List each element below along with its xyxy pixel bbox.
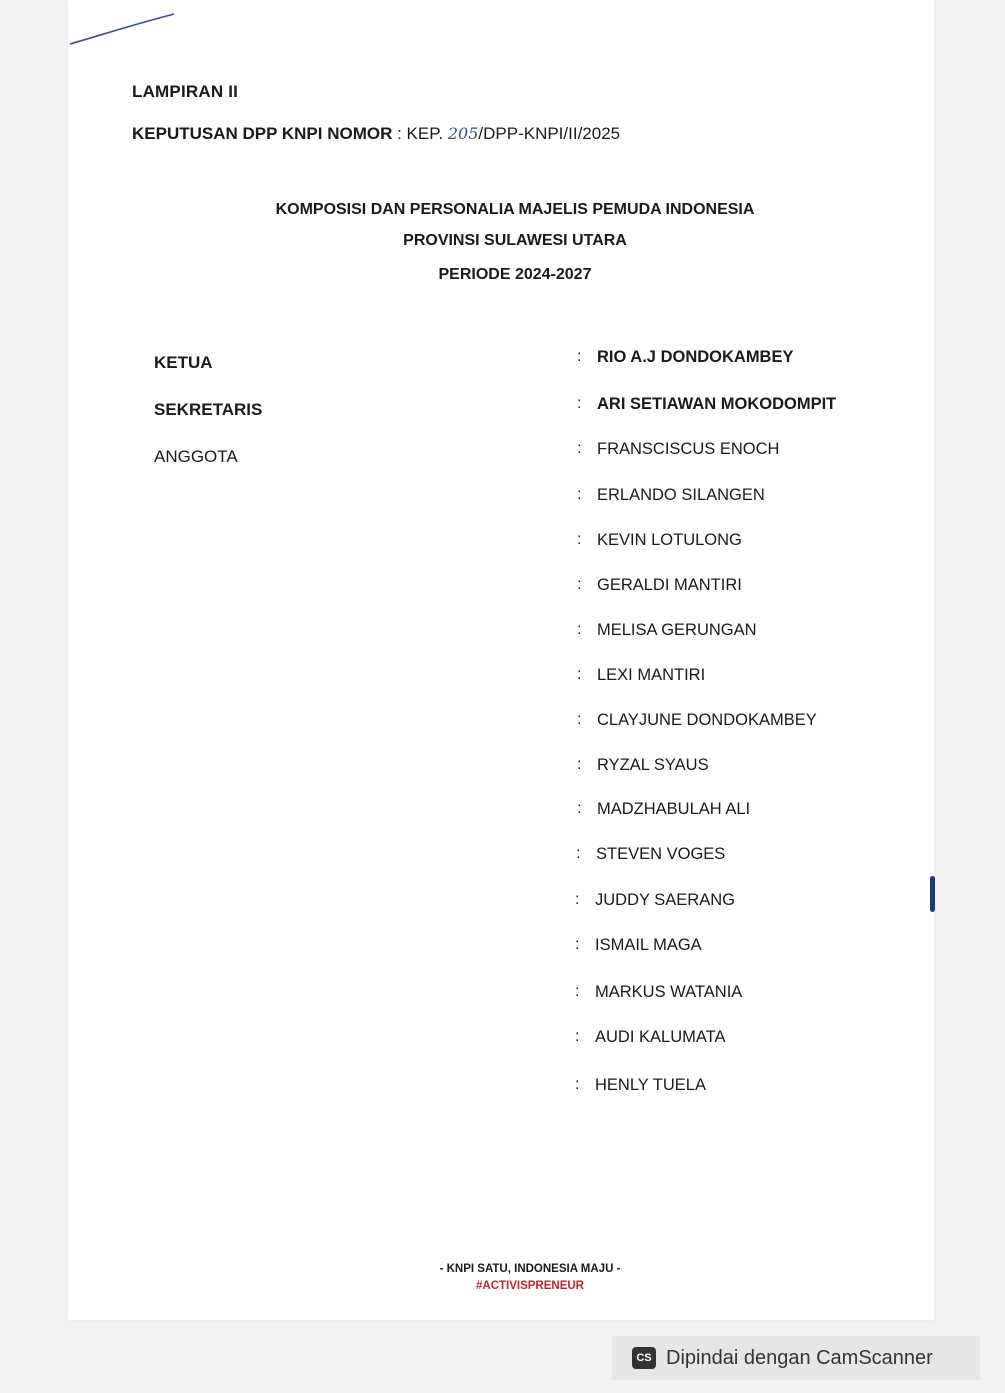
doc-title-line2: PROVINSI SULAWESI UTARA (403, 232, 627, 249)
member-colon: : (577, 440, 582, 457)
member-name: LEXI MANTIRI (597, 666, 706, 684)
doc-title-line1: KOMPOSISI DAN PERSONALIA MAJELIS PEMUDA INDONESIA (275, 201, 755, 218)
role-anggota: ANGGOTA (154, 447, 238, 466)
keputusan-label: KEPUTUSAN DPP KNPI NOMOR (132, 124, 393, 143)
role-ketua: KETUA (154, 353, 213, 372)
member-colon: : (575, 983, 580, 1000)
keputusan-line (132, 124, 620, 144)
scan-edge-mark (930, 876, 935, 912)
member-name: MADZHABULAH ALI (597, 800, 751, 818)
member-colon: : (577, 756, 582, 773)
member-colon: : (577, 711, 582, 728)
member-name: HENLY TUELA (595, 1076, 706, 1094)
member-colon: : (577, 666, 582, 683)
member-name: KEVIN LOTULONG (597, 531, 742, 549)
document-page (68, 0, 934, 1320)
member-colon: : (577, 348, 582, 365)
member-name: CLAYJUNE DONDOKAMBEY (597, 711, 817, 729)
camscanner-text: Dipindai dengan CamScanner (666, 1346, 933, 1369)
member-name: FRANSCISCUS ENOCH (597, 440, 780, 458)
keputusan-suffix: /DPP-KNPI/II/2025 (478, 124, 621, 143)
camscanner-icon: CS (632, 1347, 656, 1369)
member-name: STEVEN VOGES (596, 845, 726, 863)
lampiran-label: LAMPIRAN II (132, 82, 239, 101)
pen-stroke-mark (68, 8, 178, 48)
keputusan-sep: : KEP. (392, 124, 448, 143)
member-colon: : (577, 621, 582, 638)
member-colon: : (577, 531, 582, 548)
member-name: AUDI KALUMATA (595, 1028, 726, 1046)
member-colon: : (577, 395, 582, 412)
member-colon: : (575, 1028, 580, 1045)
member-name: JUDDY SAERANG (595, 891, 735, 909)
camscanner-badge (612, 1336, 980, 1380)
member-colon: : (575, 1076, 580, 1093)
member-name: GERALDI MANTIRI (597, 576, 742, 594)
footer-slogan: - KNPI SATU, INDONESIA MAJU - (439, 1263, 621, 1275)
member-colon: : (577, 800, 582, 817)
footer-hashtag: #ACTIVISPRENEUR (476, 1280, 584, 1292)
member-name: ERLANDO SILANGEN (597, 486, 765, 504)
member-name: ARI SETIAWAN MOKODOMPIT (597, 395, 837, 413)
member-colon: : (575, 891, 580, 908)
member-name: RYZAL SYAUS (597, 756, 709, 774)
member-name: MELISA GERUNGAN (597, 621, 757, 639)
member-name: MARKUS WATANIA (595, 983, 743, 1001)
member-colon: : (577, 486, 582, 503)
member-colon: : (576, 845, 581, 862)
member-name: RIO A.J DONDOKAMBEY (597, 348, 794, 366)
member-colon: : (577, 576, 582, 593)
member-colon: : (575, 936, 580, 953)
handwritten-number: 205 (447, 124, 479, 143)
doc-title-line3: PERIODE 2024-2027 (438, 266, 592, 283)
member-name: ISMAIL MAGA (595, 936, 702, 954)
role-sekretaris: SEKRETARIS (154, 400, 263, 419)
